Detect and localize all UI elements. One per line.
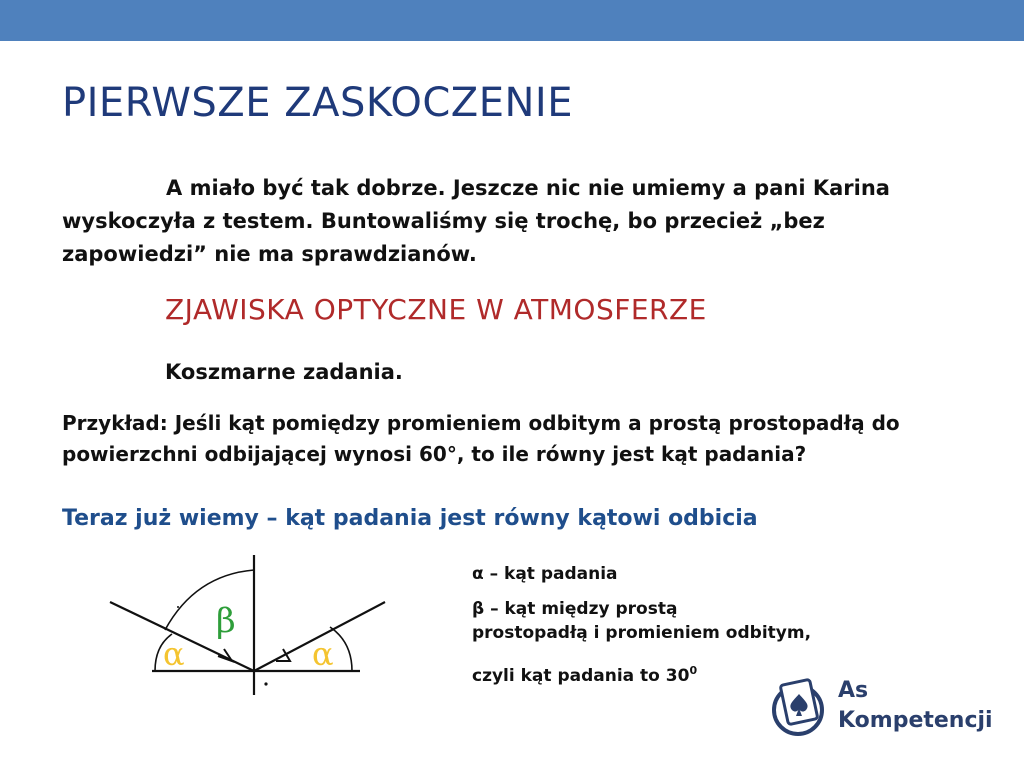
example-question: Przykład: Jeśli kąt pomiędzy promieniem odbitym a prostą prostopadłą do powierzchni odbijającej wynosi 60°, to ile równy jest kąt padania? (62, 411, 900, 466)
slide-title: PIERWSZE ZASKOCZENIE (62, 80, 573, 126)
top-accent-bar (0, 0, 1024, 41)
beta-label: β (216, 601, 236, 641)
legend-conclusion-text: czyli kąt padania to 30 (472, 666, 690, 686)
legend-beta-line1: β – kąt między prostą (472, 599, 678, 619)
logo-line-kompetencji: Kompetencji (838, 708, 993, 733)
section-subtitle: ZJAWISKA OPTYCZNE W ATMOSFERZE (165, 293, 707, 326)
legend-alpha: α – kąt padania (472, 564, 618, 584)
alpha-left-label: α (163, 635, 185, 673)
nightmare-tasks-label: Koszmarne zadania. (165, 360, 403, 384)
answer-statement: Teraz już wiemy – kąt padania jest równy kątowi odbicia (62, 506, 758, 531)
intro-paragraph: A miało być tak dobrze. Jeszcze nic nie umiemy a pani Karina wyskoczyła z testem. Buntowaliśmy się trochę, bo przecież „bez zapowiedzi” nie ma sprawdzianów. (62, 176, 890, 266)
degree-superscript: 0 (689, 664, 698, 677)
logo-text (838, 676, 993, 736)
surface-dot (264, 682, 267, 685)
as-kompetencji-logo (770, 672, 1000, 744)
arc-dot (177, 606, 179, 608)
spade-card-icon (770, 672, 830, 740)
alpha-right-label: α (312, 635, 334, 673)
logo-line-as: As (838, 678, 869, 703)
beta-arc (165, 570, 254, 630)
legend-conclusion (472, 659, 697, 688)
reflection-diagram (100, 550, 400, 695)
legend-beta-line2: prostopadłą i promieniem odbitym, (472, 623, 812, 643)
